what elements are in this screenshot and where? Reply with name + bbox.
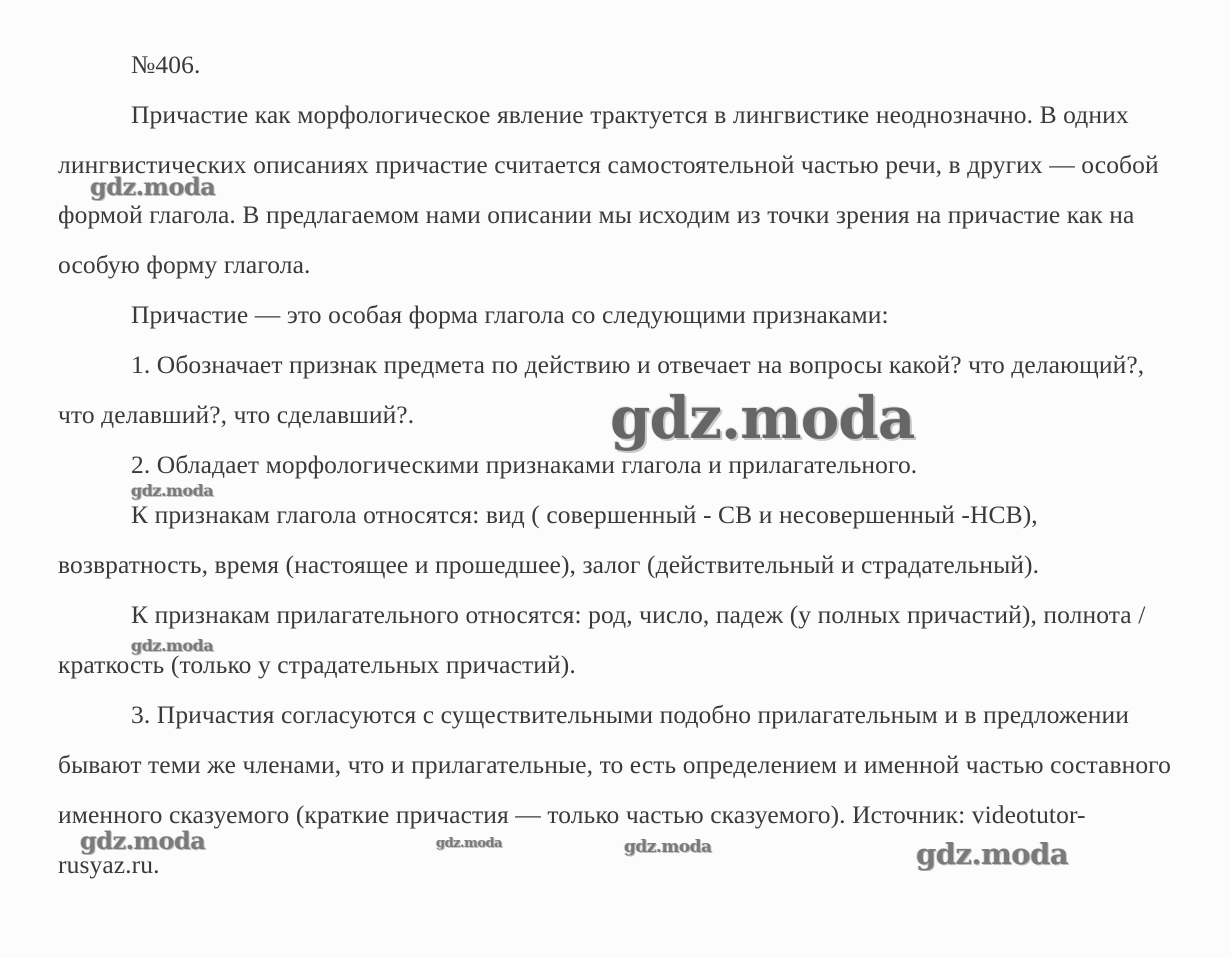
document-body [58, 40, 1183, 890]
paragraph-2: Причастие — это особая форма глагола со следующими признаками: [131, 300, 889, 329]
paragraph-6: К признакам прилагательного относятся: род, число, падеж (у полных причастий), полнота / краткость (только у страдательных причастий). [58, 600, 1146, 679]
watermark: gdz.moda [610, 384, 915, 452]
watermark: gdz.moda [916, 837, 1069, 871]
watermark: gdz.moda [624, 837, 712, 857]
watermark: gdz.moda [436, 836, 503, 851]
watermark: gdz.moda [131, 481, 214, 500]
paragraph-3: 1. Обозначает признак предмета по действию и отвечает на вопросы какой? что делающий?, что делавший?, что сделавший?. [58, 350, 1145, 429]
watermark: gdz.moda [90, 172, 216, 201]
paragraph-1: Причастие как морфологическое явление трактуется в лингвистике неоднозначно. В одних лингвистических описаниях причастие считается самостоятельной частью речи, в других — особой формой глагола. В предлагаемом нами описании мы исходим из точки зрения на причастие как на особую форму глагола. [58, 100, 1159, 279]
exercise-number: №406. [131, 50, 201, 79]
paragraph-7: 3. Причастия согласуются с существительными подобно прилагательным и в предложении бывают теми же членами, что и прилагательные, то есть определением и именной частью составного именного сказуемого (краткие причастия — только частью сказуемого). Источник: videotutor-rusyaz.ru. [58, 700, 1171, 879]
watermark: gdz.moda [131, 636, 214, 655]
paragraph-4: 2. Обладает морфологическими признаками глагола и прилагательного. [131, 450, 918, 479]
paragraph-5: К признакам глагола относятся: вид ( совершенный - СВ и несовершенный -НСВ), возвратность, время (настоящее и прошедшее), залог (действительный и страдательный). [58, 500, 1040, 579]
watermark: gdz.moda [80, 826, 206, 855]
